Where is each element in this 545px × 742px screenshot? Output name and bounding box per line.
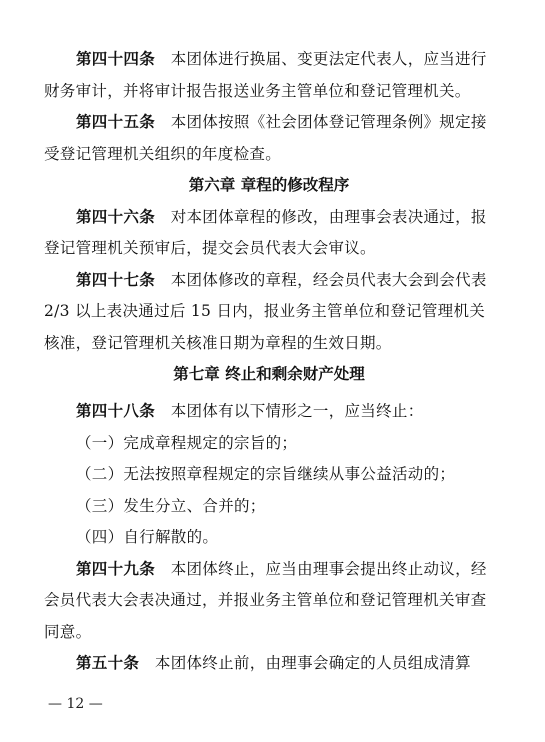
article-48-item-4: （四）自行解散的。 <box>76 528 219 546</box>
article-44-text: 本团体进行换届、变更法定代表人，应当进行 <box>170 50 487 68</box>
article-44-number: 第四十四条 <box>76 50 156 68</box>
article-50-line-1 <box>76 652 494 674</box>
article-45-text: 本团体按照《社会团体登记管理条例》规定接 <box>170 113 487 131</box>
article-48-item-3: （三）发生分立、合并的； <box>76 496 266 515</box>
article-48-item-1: （一）完成章程规定的宗旨的； <box>76 433 298 452</box>
article-47-line-2: 2/3 以上表决通过后 15 日内，报业务主管单位和登记管理机关 <box>44 302 486 320</box>
article-49-line-2: 会员代表大会表决通过，并报业务主管单位和登记管理机关审查 <box>44 591 487 609</box>
article-49-line-3: 同意。 <box>44 622 92 641</box>
article-47-number: 第四十七条 <box>76 270 156 289</box>
article-45-line-1 <box>76 111 494 133</box>
document-page <box>44 48 494 674</box>
article-44-line-2: 财务审计，并将审计报告报送业务主管单位和登记管理机关。 <box>44 81 471 100</box>
article-47-text: 本团体修改的章程，经会员代表大会到会代表 <box>170 270 487 289</box>
article-47-line-3: 核准，登记管理机关核准日期为章程的生效日期。 <box>44 333 392 352</box>
article-48-line-1 <box>76 400 494 422</box>
chapter-7-heading: 第七章 终止和剩余财产处理 <box>173 365 365 383</box>
article-49-text: 本团体终止，应当由理事会提出终止动议，经 <box>170 559 487 578</box>
article-50-text: 本团体终止前，由理事会确定的人员组成清算 <box>154 654 471 672</box>
article-45-line-2: 受登记管理机关组织的年度检查。 <box>44 144 282 163</box>
article-46-text: 对本团体章程的修改，由理事会表决通过，报 <box>170 207 487 226</box>
article-49-line-1 <box>76 558 494 580</box>
article-49-number: 第四十九条 <box>76 559 156 578</box>
page-number: — 12 — <box>48 696 103 712</box>
article-48-text: 本团体有以下情形之一，应当终止： <box>170 402 424 420</box>
article-44-line-1 <box>76 48 494 70</box>
article-46-line-2: 登记管理机关预审后，提交会员代表大会审议。 <box>44 239 376 257</box>
article-47-line-1 <box>76 269 494 291</box>
article-48-number: 第四十八条 <box>76 402 156 420</box>
article-45-number: 第四十五条 <box>76 113 156 131</box>
article-50-number: 第五十条 <box>76 654 140 672</box>
article-46-number: 第四十六条 <box>76 207 156 226</box>
article-46-line-1 <box>76 206 494 228</box>
chapter-6-heading: 第六章 章程的修改程序 <box>188 176 350 194</box>
article-48-item-2: （二）无法按照章程规定的宗旨继续从事公益活动的； <box>76 465 456 483</box>
